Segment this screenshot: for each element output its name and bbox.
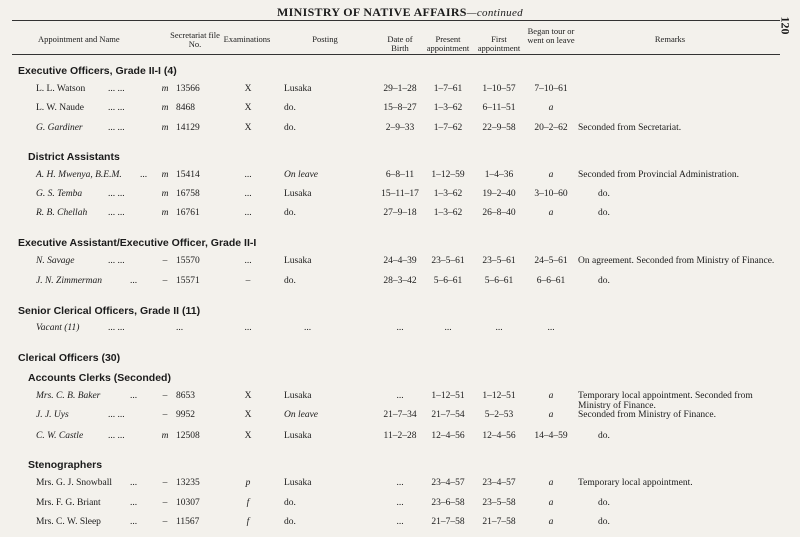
row-first: 26–8–40: [482, 208, 516, 218]
row-first: 19–2–40: [482, 189, 516, 199]
row-sex: –: [162, 498, 168, 508]
row-tour: a: [548, 391, 554, 401]
row-file-no: 16761: [176, 208, 200, 218]
row-posting: do.: [284, 276, 296, 286]
row-dob: 15–8–27: [383, 103, 417, 113]
row-exam: ...: [244, 323, 252, 333]
section-executive-officers: Executive Officers, Grade II-I (4): [18, 65, 177, 77]
row-dob: 24–4–39: [383, 256, 417, 266]
leader-dots: ... ...: [108, 189, 125, 199]
row-file-no: 9952: [176, 410, 195, 420]
section-senior-clerical: Senior Clerical Officers, Grade II (11): [18, 305, 201, 317]
row-dob: ...: [396, 478, 404, 488]
row-first: 1–12–51: [482, 391, 516, 401]
row-sex: –: [162, 410, 168, 420]
row-file-no: 13566: [176, 84, 200, 94]
row-sex: m: [161, 208, 169, 218]
row-name: L. L. Watson: [36, 84, 86, 94]
row-file-no: 16758: [176, 189, 200, 199]
row-present: 1–3–62: [433, 103, 463, 113]
leader-dots: ...: [130, 478, 138, 488]
row-name: A. H. Mwenya, B.E.M.: [36, 170, 122, 180]
row-file-no: 15570: [176, 256, 200, 266]
row-remarks: do.: [598, 276, 610, 286]
row-posting: do.: [284, 123, 296, 133]
row-present: 21–7–54: [431, 410, 465, 420]
row-file-no: 8468: [176, 103, 195, 113]
row-posting: On leave: [284, 170, 319, 180]
section-accounts-clerks: Accounts Clerks (Seconded): [28, 372, 171, 384]
row-name: Vacant (11): [36, 323, 80, 333]
row-dob: 15–11–17: [381, 189, 419, 199]
row-name: J. J. Uys: [36, 410, 69, 420]
row-first: ...: [495, 323, 503, 333]
row-posting: Lusaka: [284, 478, 312, 488]
row-name: C. W. Castle: [36, 431, 84, 441]
row-first: 1–4–36: [484, 170, 514, 180]
row-file-no: 10307: [176, 498, 200, 508]
row-sex: m: [161, 431, 169, 441]
row-first: 1–10–57: [482, 84, 516, 94]
col-header-posting: Posting: [312, 34, 338, 44]
row-posting: ...: [304, 323, 312, 333]
leader-dots: ... ...: [108, 431, 125, 441]
row-tour: a: [548, 103, 554, 113]
col-header-tour: Began tour or went on leave: [527, 26, 575, 45]
row-dob: ...: [396, 391, 404, 401]
col-header-present: Present appointment: [426, 34, 470, 53]
row-first: 23–5–58: [482, 498, 516, 508]
col-header-exams: Examinations: [223, 34, 271, 44]
row-present: ...: [444, 323, 452, 333]
row-file-no: ...: [176, 323, 184, 333]
row-tour: 20–2–62: [534, 123, 568, 133]
row-present: 1–7–62: [433, 123, 463, 133]
row-sex: –: [162, 276, 168, 286]
row-exam: X: [244, 431, 252, 441]
row-tour: a: [548, 170, 554, 180]
row-posting: Lusaka: [284, 84, 312, 94]
row-exam: ...: [244, 256, 252, 266]
row-sex: m: [161, 123, 169, 133]
section-clerical-officers: Clerical Officers (30): [18, 352, 121, 364]
row-name: J. N. Zimmerman: [36, 276, 102, 286]
row-remarks: Seconded from Secretariat.: [578, 123, 682, 133]
page-number: 120: [778, 16, 793, 35]
leader-dots: ... ...: [108, 410, 125, 420]
row-first: 6–11–51: [482, 103, 516, 113]
header-rule-top: [12, 20, 780, 21]
col-header-remarks: Remarks: [654, 34, 686, 44]
row-dob: ...: [396, 517, 404, 527]
row-name: G. S. Temba: [36, 189, 83, 199]
row-sex: m: [161, 170, 169, 180]
row-remarks: Seconded from Ministry of Finance.: [578, 410, 716, 420]
row-posting: do.: [284, 517, 296, 527]
row-present: 23–5–61: [431, 256, 465, 266]
row-present: 21–7–58: [431, 517, 465, 527]
row-name: N. Savage: [36, 256, 75, 266]
leader-dots: ...: [130, 517, 138, 527]
row-remarks: do.: [598, 431, 610, 441]
row-tour: 7–10–61: [534, 84, 568, 94]
col-header-appointment: Appointment and Name: [38, 34, 120, 44]
row-dob: 11–2–28: [383, 431, 417, 441]
row-remarks: Seconded from Provincial Administration.: [578, 170, 739, 180]
row-remarks: On agreement. Seconded from Ministry of Finance.: [578, 256, 775, 266]
row-name: Mrs. G. J. Snowball: [36, 478, 113, 488]
row-first: 21–7–58: [482, 517, 516, 527]
row-remarks: do.: [598, 208, 610, 218]
col-header-file: Secretariat file No.: [170, 30, 220, 49]
leader-dots: ...: [130, 391, 138, 401]
row-exam: X: [244, 103, 252, 113]
row-tour: 6–6–61: [536, 276, 566, 286]
row-name: L. W. Naude: [36, 103, 85, 113]
row-tour: 24–5–61: [534, 256, 568, 266]
row-sex: –: [162, 256, 168, 266]
leader-dots: ... ...: [108, 103, 125, 113]
row-tour: ...: [547, 323, 555, 333]
row-posting: Lusaka: [284, 189, 312, 199]
row-dob: 6–8–11: [385, 170, 415, 180]
ministry-title: MINISTRY OF NATIVE AFFAIRS: [277, 5, 467, 19]
row-remarks: do.: [598, 517, 610, 527]
row-first: 5–2–53: [484, 410, 514, 420]
row-present: 12–4–56: [431, 431, 465, 441]
leader-dots: ...: [140, 170, 148, 180]
row-posting: do.: [284, 498, 296, 508]
row-dob: ...: [396, 323, 404, 333]
row-first: 23–4–57: [482, 478, 516, 488]
row-exam: –: [245, 276, 251, 286]
row-first: 22–9–58: [482, 123, 516, 133]
row-tour: a: [548, 208, 554, 218]
row-sex: –: [162, 391, 168, 401]
row-exam: ...: [244, 208, 252, 218]
leader-dots: ...: [130, 276, 138, 286]
section-district-assistants: District Assistants: [28, 151, 120, 163]
row-dob: 28–3–42: [383, 276, 417, 286]
row-sex: –: [162, 517, 168, 527]
col-header-dob: Date of Birth: [387, 34, 413, 53]
row-file-no: 15414: [176, 170, 200, 180]
row-tour: a: [548, 410, 554, 420]
row-remarks: do.: [598, 189, 610, 199]
leader-dots: ... ...: [108, 123, 125, 133]
row-tour: 14–4–59: [534, 431, 568, 441]
row-present: 23–4–57: [431, 478, 465, 488]
header-rule-bottom: [12, 54, 780, 55]
leader-dots: ... ...: [108, 323, 125, 333]
row-exam: X: [244, 123, 252, 133]
row-tour: a: [548, 478, 554, 488]
row-posting: Lusaka: [284, 391, 312, 401]
row-remarks: Temporary local appointment. Seconded from Ministry of Finance.: [578, 391, 753, 411]
row-name: Mrs. C. B. Baker: [36, 391, 101, 401]
row-present: 5–6–61: [433, 276, 463, 286]
row-posting: do.: [284, 103, 296, 113]
row-first: 12–4–56: [482, 431, 516, 441]
row-exam: X: [244, 410, 252, 420]
row-first: 23–5–61: [482, 256, 516, 266]
row-exam: ...: [244, 170, 252, 180]
row-dob: ...: [396, 498, 404, 508]
row-exam: p: [245, 478, 251, 488]
row-posting: Lusaka: [284, 431, 312, 441]
section-stenographers: Stenographers: [28, 459, 103, 471]
row-present: 1–3–62: [433, 189, 463, 199]
col-header-first: First appointment: [477, 34, 521, 53]
row-exam: ...: [244, 189, 252, 199]
row-present: 1–12–51: [431, 391, 465, 401]
row-dob: 21–7–34: [383, 410, 417, 420]
row-file-no: 12508: [176, 431, 200, 441]
row-tour: a: [548, 498, 554, 508]
row-name: R. B. Chellah: [36, 208, 88, 218]
row-name: Mrs. C. W. Sleep: [36, 517, 101, 527]
continued-label: —continued: [466, 7, 523, 19]
row-name: Mrs. F. G. Briant: [36, 498, 101, 508]
row-present: 1–12–59: [431, 170, 465, 180]
row-present: 23–6–58: [431, 498, 465, 508]
row-exam: f: [246, 498, 250, 508]
leader-dots: ... ...: [108, 84, 125, 94]
row-sex: –: [162, 478, 168, 488]
leader-dots: ... ...: [108, 256, 125, 266]
row-first: 5–6–61: [484, 276, 514, 286]
row-dob: 29–1–28: [383, 84, 417, 94]
row-exam: f: [246, 517, 250, 527]
row-file-no: 15571: [176, 276, 200, 286]
row-present: 1–7–61: [433, 84, 463, 94]
row-posting: Lusaka: [284, 256, 312, 266]
row-name: G. Gardiner: [36, 123, 83, 133]
row-tour: 3–10–60: [534, 189, 568, 199]
row-posting: On leave: [284, 410, 319, 420]
row-dob: 27–9–18: [383, 208, 417, 218]
row-file-no: 8653: [176, 391, 195, 401]
row-sex: m: [161, 103, 169, 113]
page-title: [0, 5, 800, 20]
leader-dots: ... ...: [108, 208, 125, 218]
row-posting: do.: [284, 208, 296, 218]
row-remarks: do.: [598, 498, 610, 508]
row-exam: X: [244, 84, 252, 94]
row-file-no: 14129: [176, 123, 200, 133]
row-file-no: 13235: [176, 478, 200, 488]
section-executive-assistant: Executive Assistant/Executive Officer, Grade II-I: [18, 237, 257, 249]
row-file-no: 11567: [176, 517, 200, 527]
row-sex: m: [161, 84, 169, 94]
row-present: 1–3–62: [433, 208, 463, 218]
row-tour: a: [548, 517, 554, 527]
row-dob: 2–9–33: [385, 123, 415, 133]
row-exam: X: [244, 391, 252, 401]
row-sex: m: [161, 189, 169, 199]
leader-dots: ...: [130, 498, 138, 508]
row-remarks: Temporary local appointment.: [578, 478, 693, 488]
